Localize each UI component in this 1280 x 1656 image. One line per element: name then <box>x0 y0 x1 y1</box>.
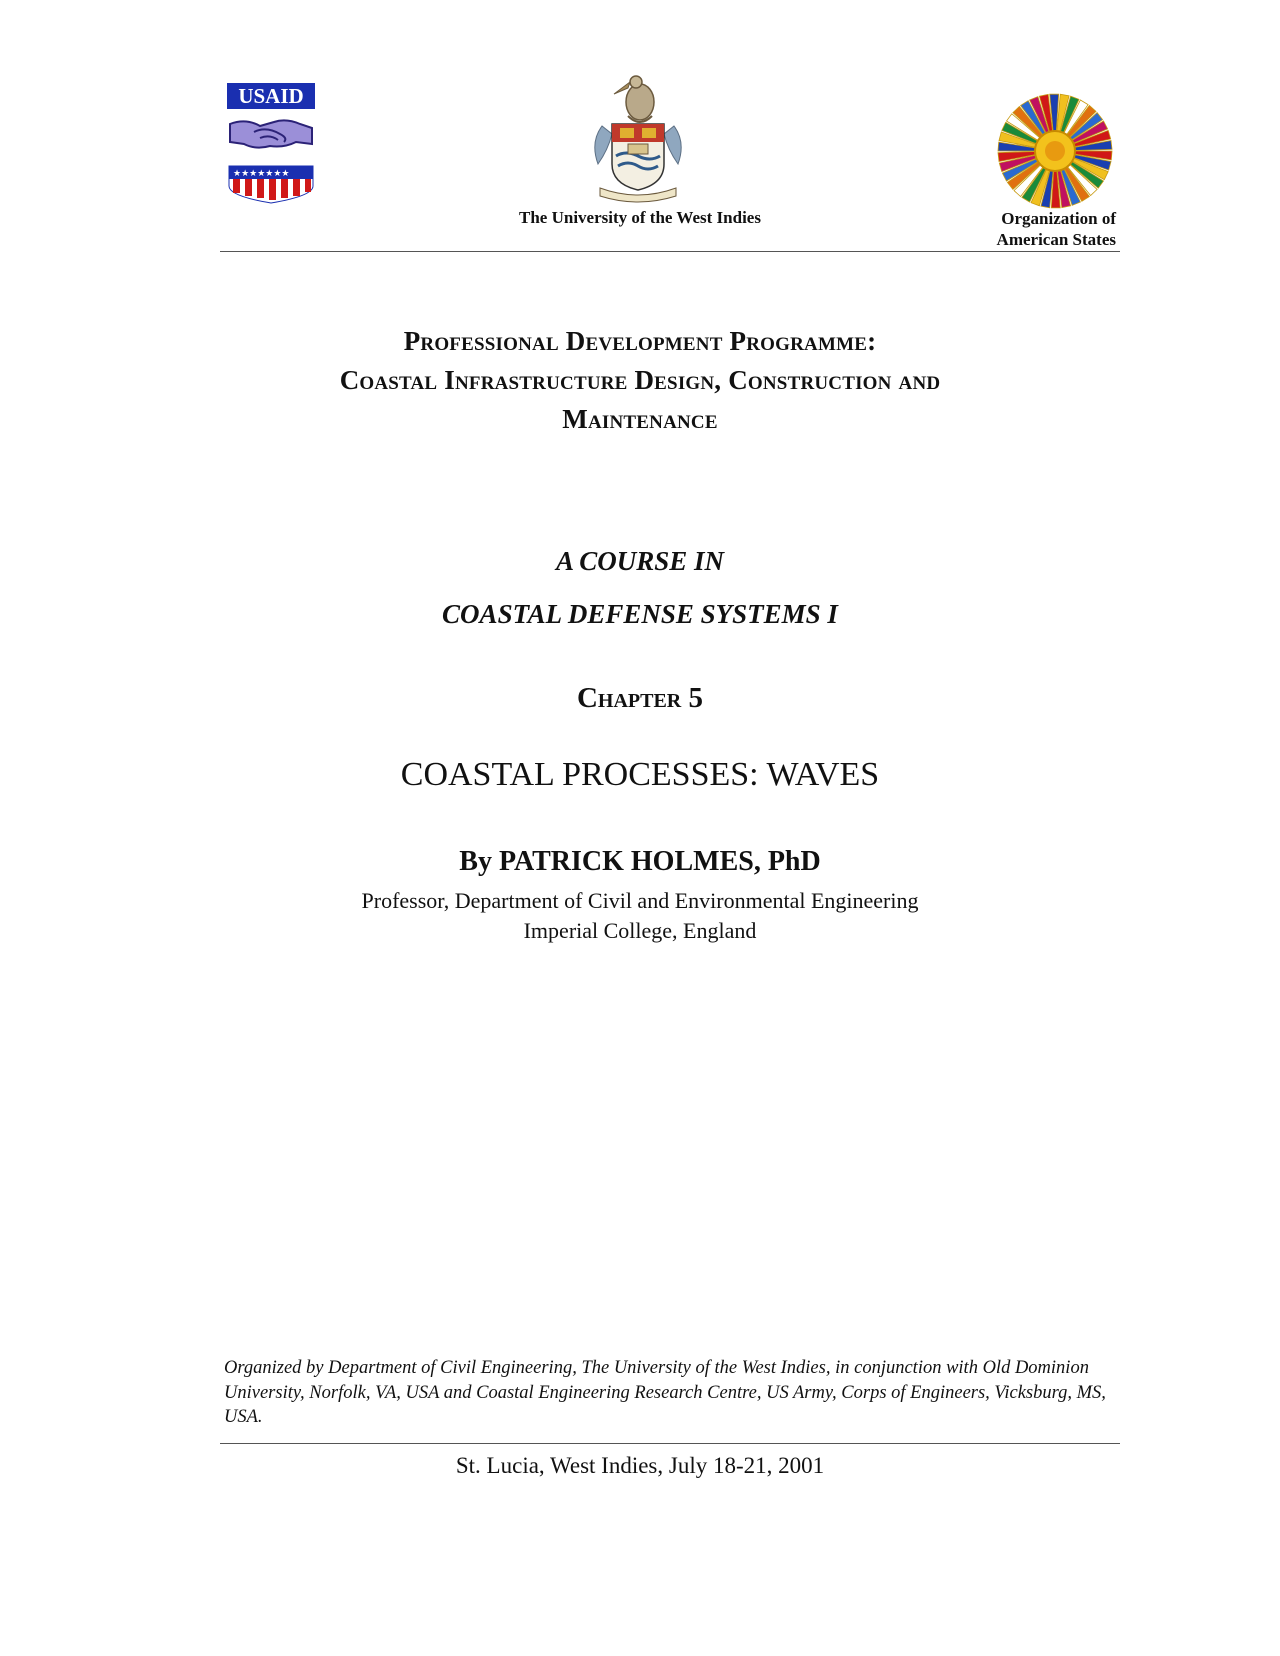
programme-title <box>0 322 1280 439</box>
author-affiliation <box>0 886 1280 946</box>
uwi-name: The University of the West Indies <box>519 208 761 227</box>
programme-title-line3: Maintenance <box>562 404 718 434</box>
course-title-line1: A COURSE IN <box>555 546 725 576</box>
footer-rule <box>220 1443 1120 1444</box>
author-institution: Imperial College, England <box>523 918 757 943</box>
organizers-note: Organized by Department of Civil Engineering, The University of the West Indies, in conjunction with Old Dominion University, Norfolk, VA, USA and Coastal Engineering Research Centre, US Army, Corps of Engineers, Vicksburg, MS, USA. <box>224 1358 1106 1427</box>
uwi-crest <box>582 72 694 204</box>
programme-title-line1: Professional Development Programme: <box>403 326 877 356</box>
chapter-label: Chapter 5 <box>576 682 704 714</box>
course-title-line2: COASTAL DEFENSE SYSTEMS I <box>442 599 838 629</box>
author-position: Professor, Department of Civil and Environmental Engineering <box>361 888 919 913</box>
header-rule <box>220 251 1120 252</box>
usaid-logo <box>226 82 316 204</box>
oas-name-line1: Organization of <box>1001 209 1116 228</box>
oas-name <box>940 208 1116 250</box>
venue-date: St. Lucia, West Indies, July 18-21, 2001 <box>455 1453 825 1478</box>
svg-text:★★★★★★★: ★★★★★★★ <box>233 169 290 179</box>
programme-title-line2: Coastal Infrastructure Design, Construction and <box>339 365 941 395</box>
author-byline: By PATRICK HOLMES, PhD <box>459 846 821 877</box>
course-title <box>0 535 1280 641</box>
usaid-logo-text: USAID <box>238 84 304 108</box>
chapter-title: COASTAL PROCESSES: WAVES <box>400 756 880 793</box>
oas-emblem <box>996 92 1114 210</box>
oas-name-line2: American States <box>996 230 1116 249</box>
